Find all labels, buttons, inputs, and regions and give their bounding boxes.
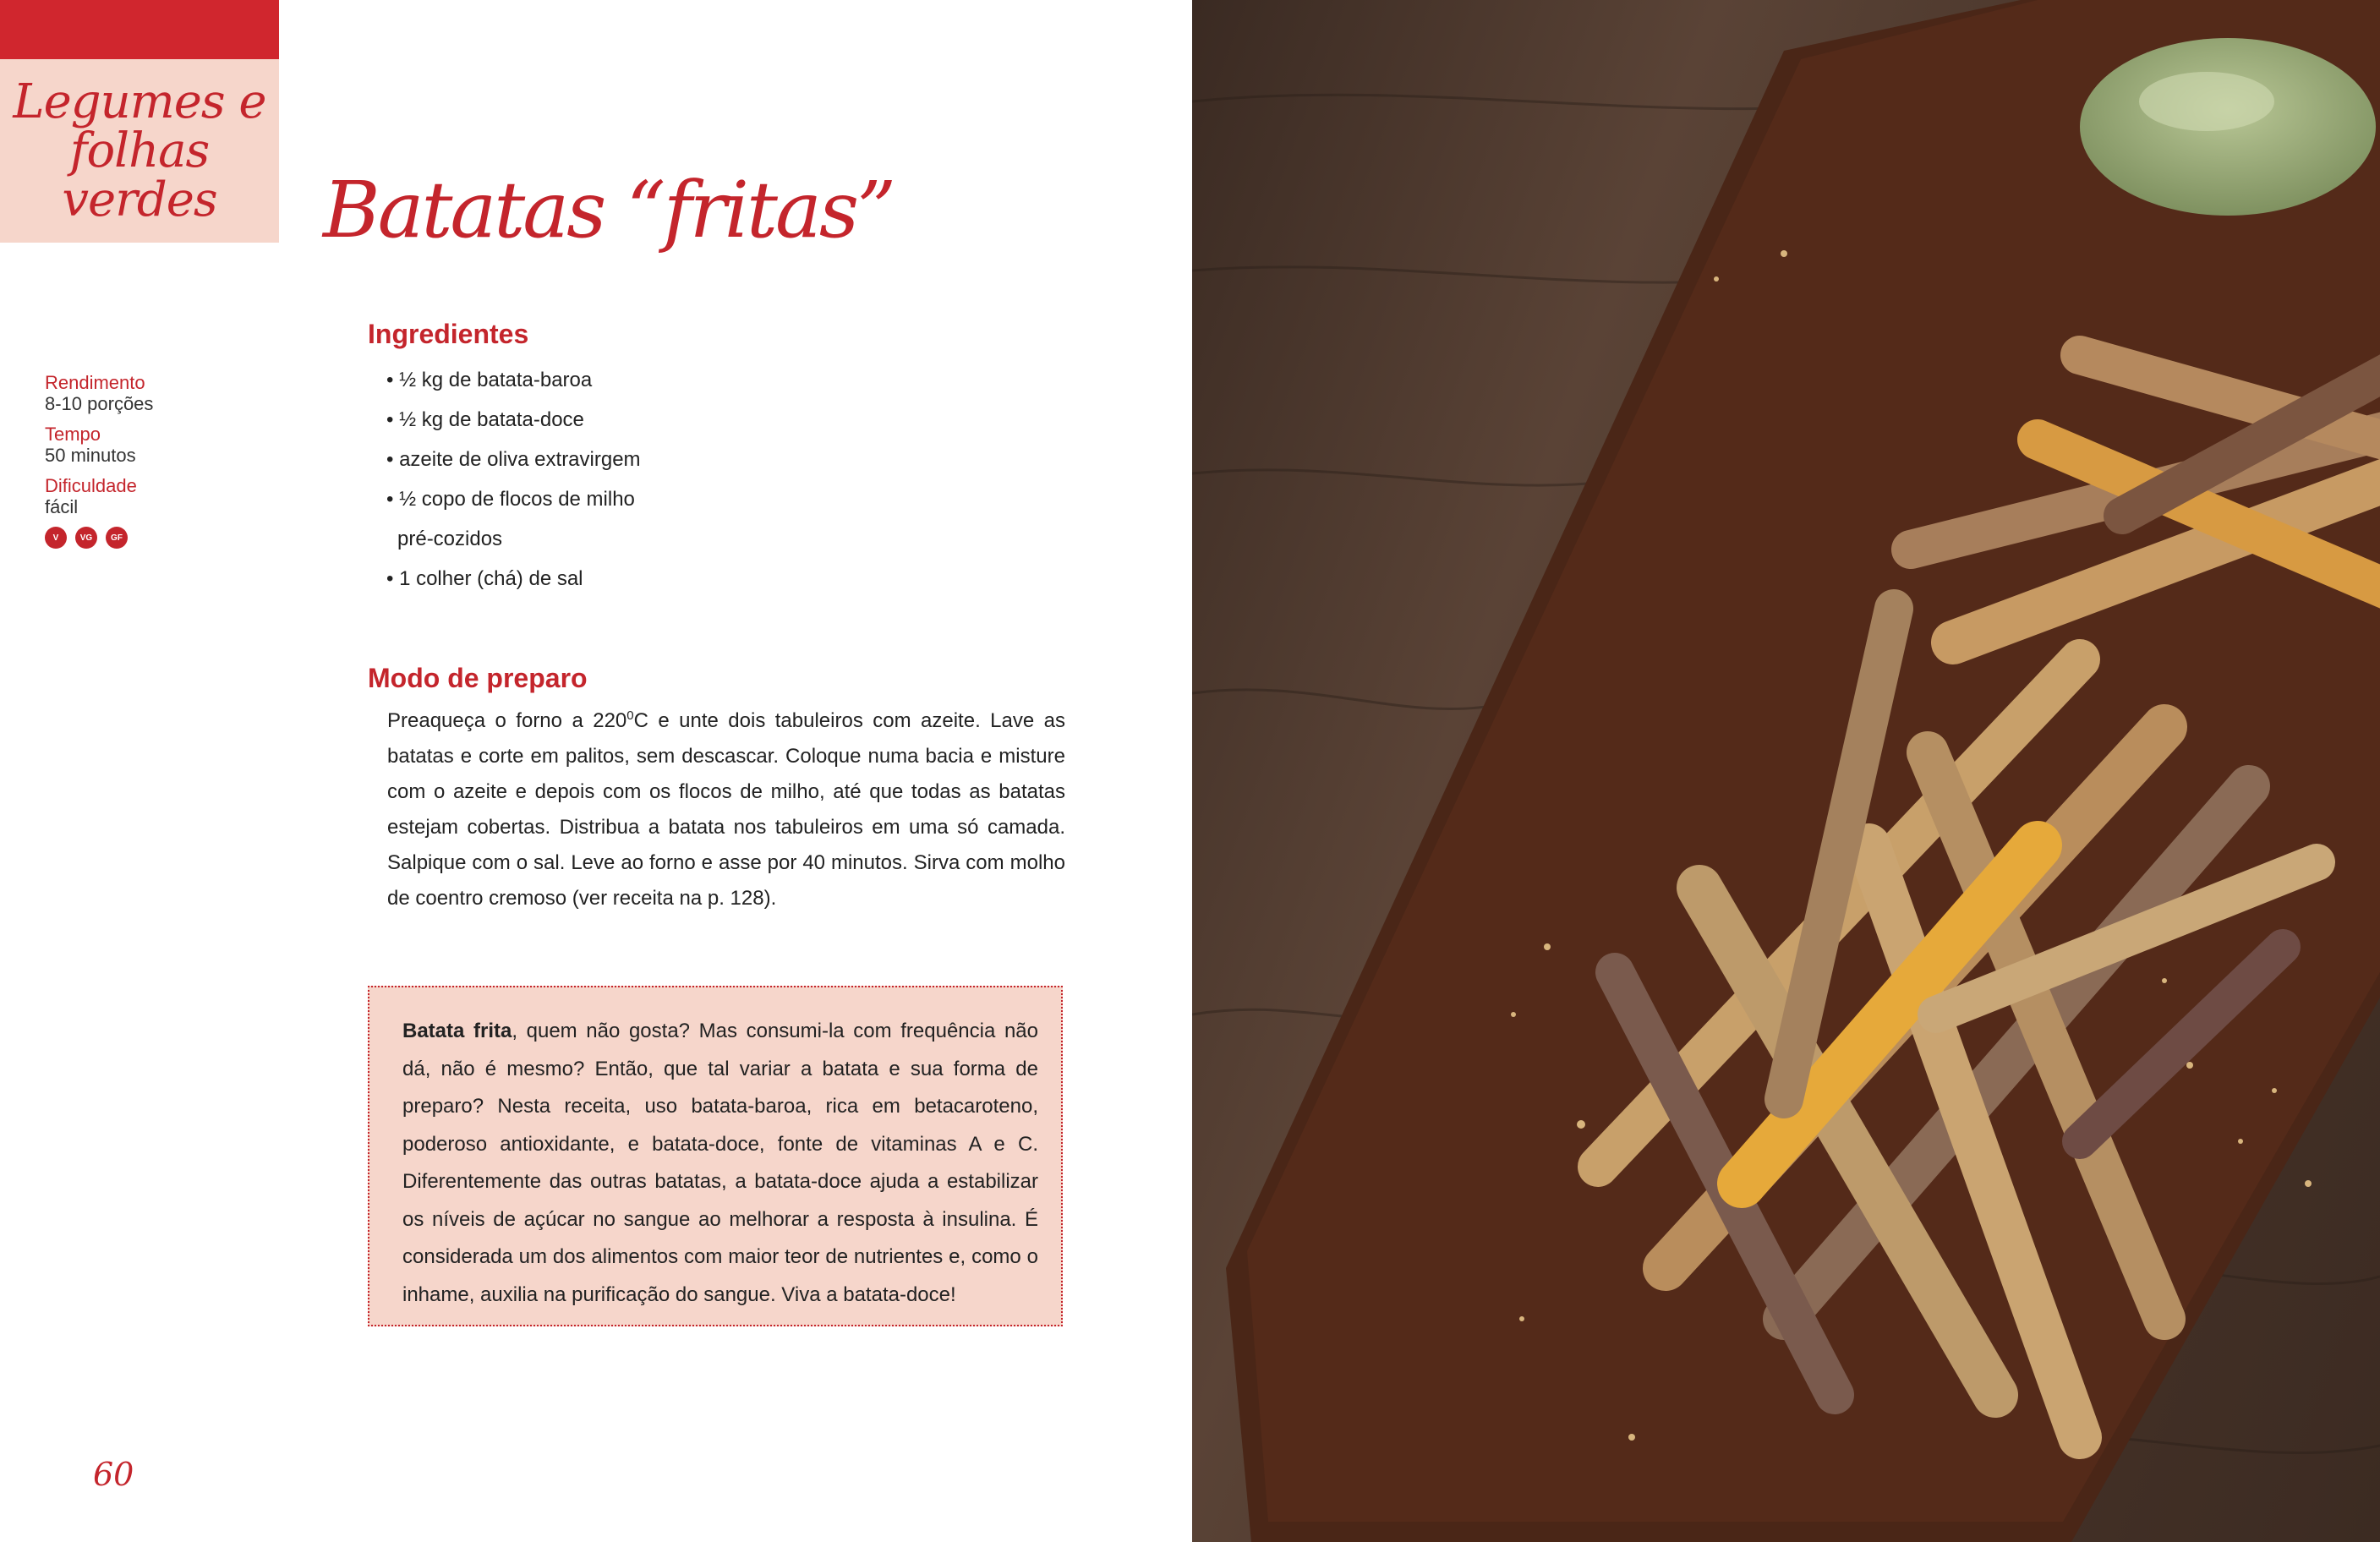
yield-label: Rendimento: [45, 372, 145, 393]
tip-text: [402, 1013, 1038, 1314]
difficulty-group: [45, 475, 153, 517]
tip-bold-lead: Batata frita: [402, 1020, 512, 1042]
recipe-title: Batatas “fritas”: [323, 165, 895, 255]
difficulty-value: fácil: [45, 496, 79, 517]
section-tab: [0, 0, 279, 59]
diet-badges: [45, 527, 153, 549]
time-value: 50 minutos: [45, 445, 136, 466]
food-photo: [1192, 0, 2380, 1542]
section-title: Legumes e folhas verdes: [13, 74, 266, 227]
yield-value: 8-10 porções: [45, 393, 154, 414]
preparation-text: [387, 698, 1065, 916]
food-photo-illustration: [1192, 0, 2380, 1542]
tip-body: , quem não gosta? Mas consumi-la com frequência não dá, não é mesmo? Então, que tal variar a batata e sua forma de preparo? Nesta receita, uso batata-baroa, rica em betacaroteno, poderoso antioxidante, e batata-doce, fonte de vitaminas A e C. Diferentemente das outras batatas, a batata-doce ajuda a estabilizar os níveis de açúcar no sangue ao melhorar a resposta à insulina. É considerada um dos alimentos com maior teor de nutrientes e, como o inhame, auxilia na purificação do sangue. Viva a batata-doce!: [402, 1020, 1038, 1306]
difficulty-label: Dificuldade: [45, 475, 137, 496]
page-number: 60: [93, 1456, 134, 1493]
ingredient-item: • azeite de oliva extravirgem: [386, 448, 641, 471]
preparation-text-rest: C e unte dois tabuleiros com azeite. Lave as batatas e corte em palitos, sem descascar. Coloque numa bacia e misture com o azeite e depois com os flocos de milho, até que todas as batatas estejam cobertas. Distribua a batata nos tabuleiros em uma só camada. Salpique com o sal. Leve ao forno e asse por 40 minutos. Sirva com molho de coentro cremoso (ver receita na p. 128).: [387, 709, 1065, 910]
ingredient-item: • ½ kg de batata-doce: [386, 408, 584, 431]
vegan-badge: VG: [75, 527, 97, 549]
tip-box: [368, 986, 1063, 1326]
ingredient-item: • 1 colher (chá) de sal: [386, 567, 583, 590]
ingredients-list: [386, 360, 641, 599]
time-label: Tempo: [45, 424, 101, 445]
gluten-free-badge: GF: [106, 527, 128, 549]
section-header: [0, 59, 279, 243]
ingredient-item: • ½ kg de batata-baroa: [386, 369, 593, 391]
yield-group: [45, 372, 153, 414]
preparation-text-start: Preaqueça o forno a 220: [387, 709, 627, 732]
ingredient-item-continuation: pré-cozidos: [397, 528, 503, 550]
ingredients-heading: Ingredientes: [368, 319, 529, 349]
degree-superscript: 0: [626, 708, 634, 723]
recipe-meta: [45, 372, 153, 549]
preparation-heading: Modo de preparo: [368, 663, 588, 693]
vegetarian-badge: V: [45, 527, 67, 549]
time-group: [45, 424, 153, 466]
ingredient-item: • ½ copo de flocos de milho: [386, 488, 635, 511]
